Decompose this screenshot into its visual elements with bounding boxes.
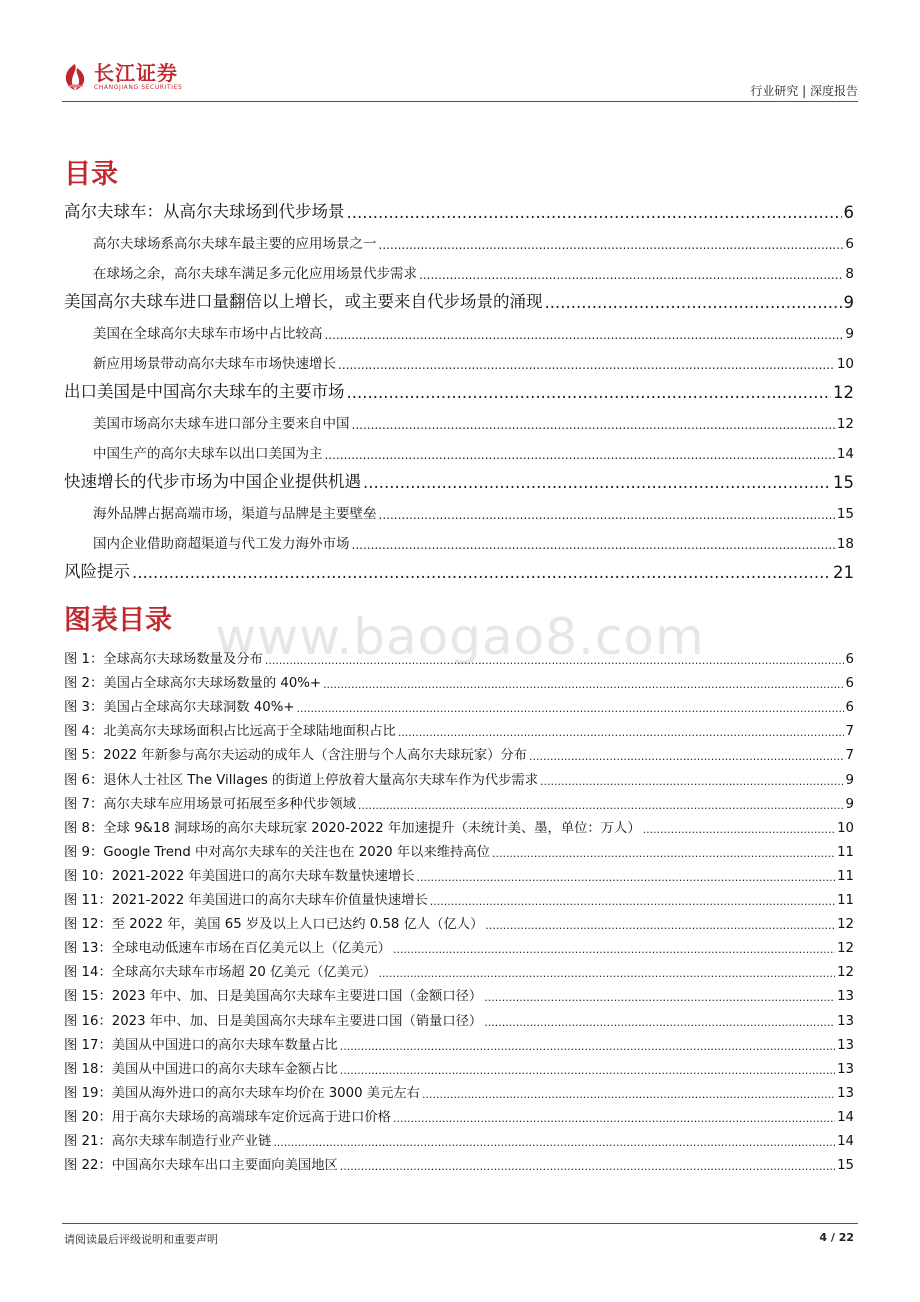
toc-entry[interactable]: 在球场之余，高尔夫球车满足多元化应用场景代步需求 ..... 8 (64, 252, 854, 282)
logo-emblem-icon (62, 62, 88, 92)
header-divider (62, 101, 858, 102)
figure-entry[interactable]: 图 16：2023 年中、加、日是美国高尔夫球车主要进口国（销量口径） ..... 13 (64, 1004, 854, 1028)
figure-entry[interactable]: 图 19：美国从海外进口的高尔夫球车均价在 3000 美元左右 ..... 13 (64, 1077, 854, 1101)
figure-entry[interactable]: 图 13：全球电动低速车市场在百亿美元以上（亿美元） ..... 12 (64, 932, 854, 956)
figure-entry[interactable]: 图 5：2022 年新参与高尔夫运动的成年人（含注册与个人高尔夫球玩家）分布 ..... 7 (64, 739, 854, 763)
toc-entry[interactable]: 美国市场高尔夫球车进口部分主要来自中国 ..... 12 (64, 402, 854, 432)
toc-entry[interactable]: 快速增长的代步市场为中国企业提供机遇 ..... 15 (64, 462, 854, 492)
figure-entry[interactable]: 图 8：全球 9&18 洞球场的高尔夫球玩家 2020-2022 年加速提升（未统计美、墨，单位：万人） ..... 10 (64, 812, 854, 836)
figure-entry[interactable]: 图 17：美国从中国进口的高尔夫球车数量占比 ..... 13 (64, 1029, 854, 1053)
toc-entry[interactable]: 出口美国是中国高尔夫球车的主要市场 ..... 12 (64, 372, 854, 402)
figure-entry[interactable]: 图 22：中国高尔夫球车出口主要面向美国地区 ..... 15 (64, 1149, 854, 1173)
watermark: www.baogao8.com (215, 608, 705, 666)
figure-entry[interactable]: 图 15：2023 年中、加、日是美国高尔夫球车主要进口国（金额口径） ..... 13 (64, 980, 854, 1004)
toc-entry[interactable]: 美国高尔夫球车进口量翻倍以上增长，或主要来自代步场景的涌现 ..... 9 (64, 282, 854, 312)
figure-entry[interactable]: 图 14：全球高尔夫球车市场超 20 亿美元（亿美元） ..... 12 (64, 956, 854, 980)
toc-entry[interactable]: 高尔夫球场系高尔夫球车最主要的应用场景之一 ..... 6 (64, 222, 854, 252)
footer-disclaimer: 请阅读最后评级说明和重要声明 (64, 1233, 218, 1246)
figure-entry[interactable]: 图 6：退休人士社区 The Villages 的街道上停放着大量高尔夫球车作为代步需求 ..... 9 (64, 763, 854, 787)
company-logo (62, 62, 182, 92)
logo-cn-text: 长江证券 (94, 61, 178, 85)
toc-entry[interactable]: 中国生产的高尔夫球车以出口美国为主 ..... 14 (64, 432, 854, 462)
report-type: 行业研究 | 深度报告 (750, 84, 858, 98)
toc-entry[interactable]: 高尔夫球车：从高尔夫球场到代步场景 ..... 6 (64, 192, 854, 222)
toc-list (64, 192, 854, 582)
figure-entry[interactable]: 图 12：至 2022 年，美国 65 岁及以上人口已达约 0.58 亿人（亿人） ..... 12 (64, 908, 854, 932)
figure-entry[interactable]: 图 2：美国占全球高尔夫球场数量的 40%+ ..... 6 (64, 667, 854, 691)
toc-entry[interactable]: 美国在全球高尔夫球车市场中占比较高 ..... 9 (64, 312, 854, 342)
figure-entry[interactable]: 图 18：美国从中国进口的高尔夫球车金额占比 ..... 13 (64, 1053, 854, 1077)
figure-entry[interactable]: 图 11：2021-2022 年美国进口的高尔夫球车价值量快速增长 ..... 11 (64, 884, 854, 908)
page-number: 4 / 22 (819, 1231, 854, 1244)
figure-list (64, 643, 854, 1173)
page-header (62, 62, 858, 104)
figure-entry[interactable]: 图 3：美国占全球高尔夫球洞数 40%+ ..... 6 (64, 691, 854, 715)
toc-entry[interactable]: 新应用场景带动高尔夫球车市场快速增长 ..... 10 (64, 342, 854, 372)
toc-title: 目录 (64, 159, 118, 190)
footer-divider (62, 1223, 858, 1224)
figure-entry[interactable]: 图 7：高尔夫球车应用场景可拓展至多种代步领域 ..... 9 (64, 788, 854, 812)
figure-entry[interactable]: 图 10：2021-2022 年美国进口的高尔夫球车数量快速增长 ..... 11 (64, 860, 854, 884)
toc-entry[interactable]: 海外品牌占据高端市场，渠道与品牌是主要壁垒 ..... 15 (64, 492, 854, 522)
figure-entry[interactable]: 图 20：用于高尔夫球场的高端球车定价远高于进口价格 ..... 14 (64, 1101, 854, 1125)
toc-entry[interactable]: 国内企业借助商超渠道与代工发力海外市场 ..... 18 (64, 522, 854, 552)
figure-entry[interactable]: 图 21：高尔夫球车制造行业产业链 ..... 14 (64, 1125, 854, 1149)
figure-entry[interactable]: 图 1：全球高尔夫球场数量及分布 ..... 6 (64, 643, 854, 667)
figure-list-title: 图表目录 (64, 605, 172, 636)
figure-entry[interactable]: 图 9：Google Trend 中对高尔夫球车的关注也在 2020 年以来维持高位 ..... 11 (64, 836, 854, 860)
toc-entry[interactable]: 风险提示 ..... 21 (64, 552, 854, 582)
logo-en-text: CHANGJIANG SECURITIES (94, 84, 183, 91)
figure-entry[interactable]: 图 4：北美高尔夫球场面积占比远高于全球陆地面积占比 ..... 7 (64, 715, 854, 739)
